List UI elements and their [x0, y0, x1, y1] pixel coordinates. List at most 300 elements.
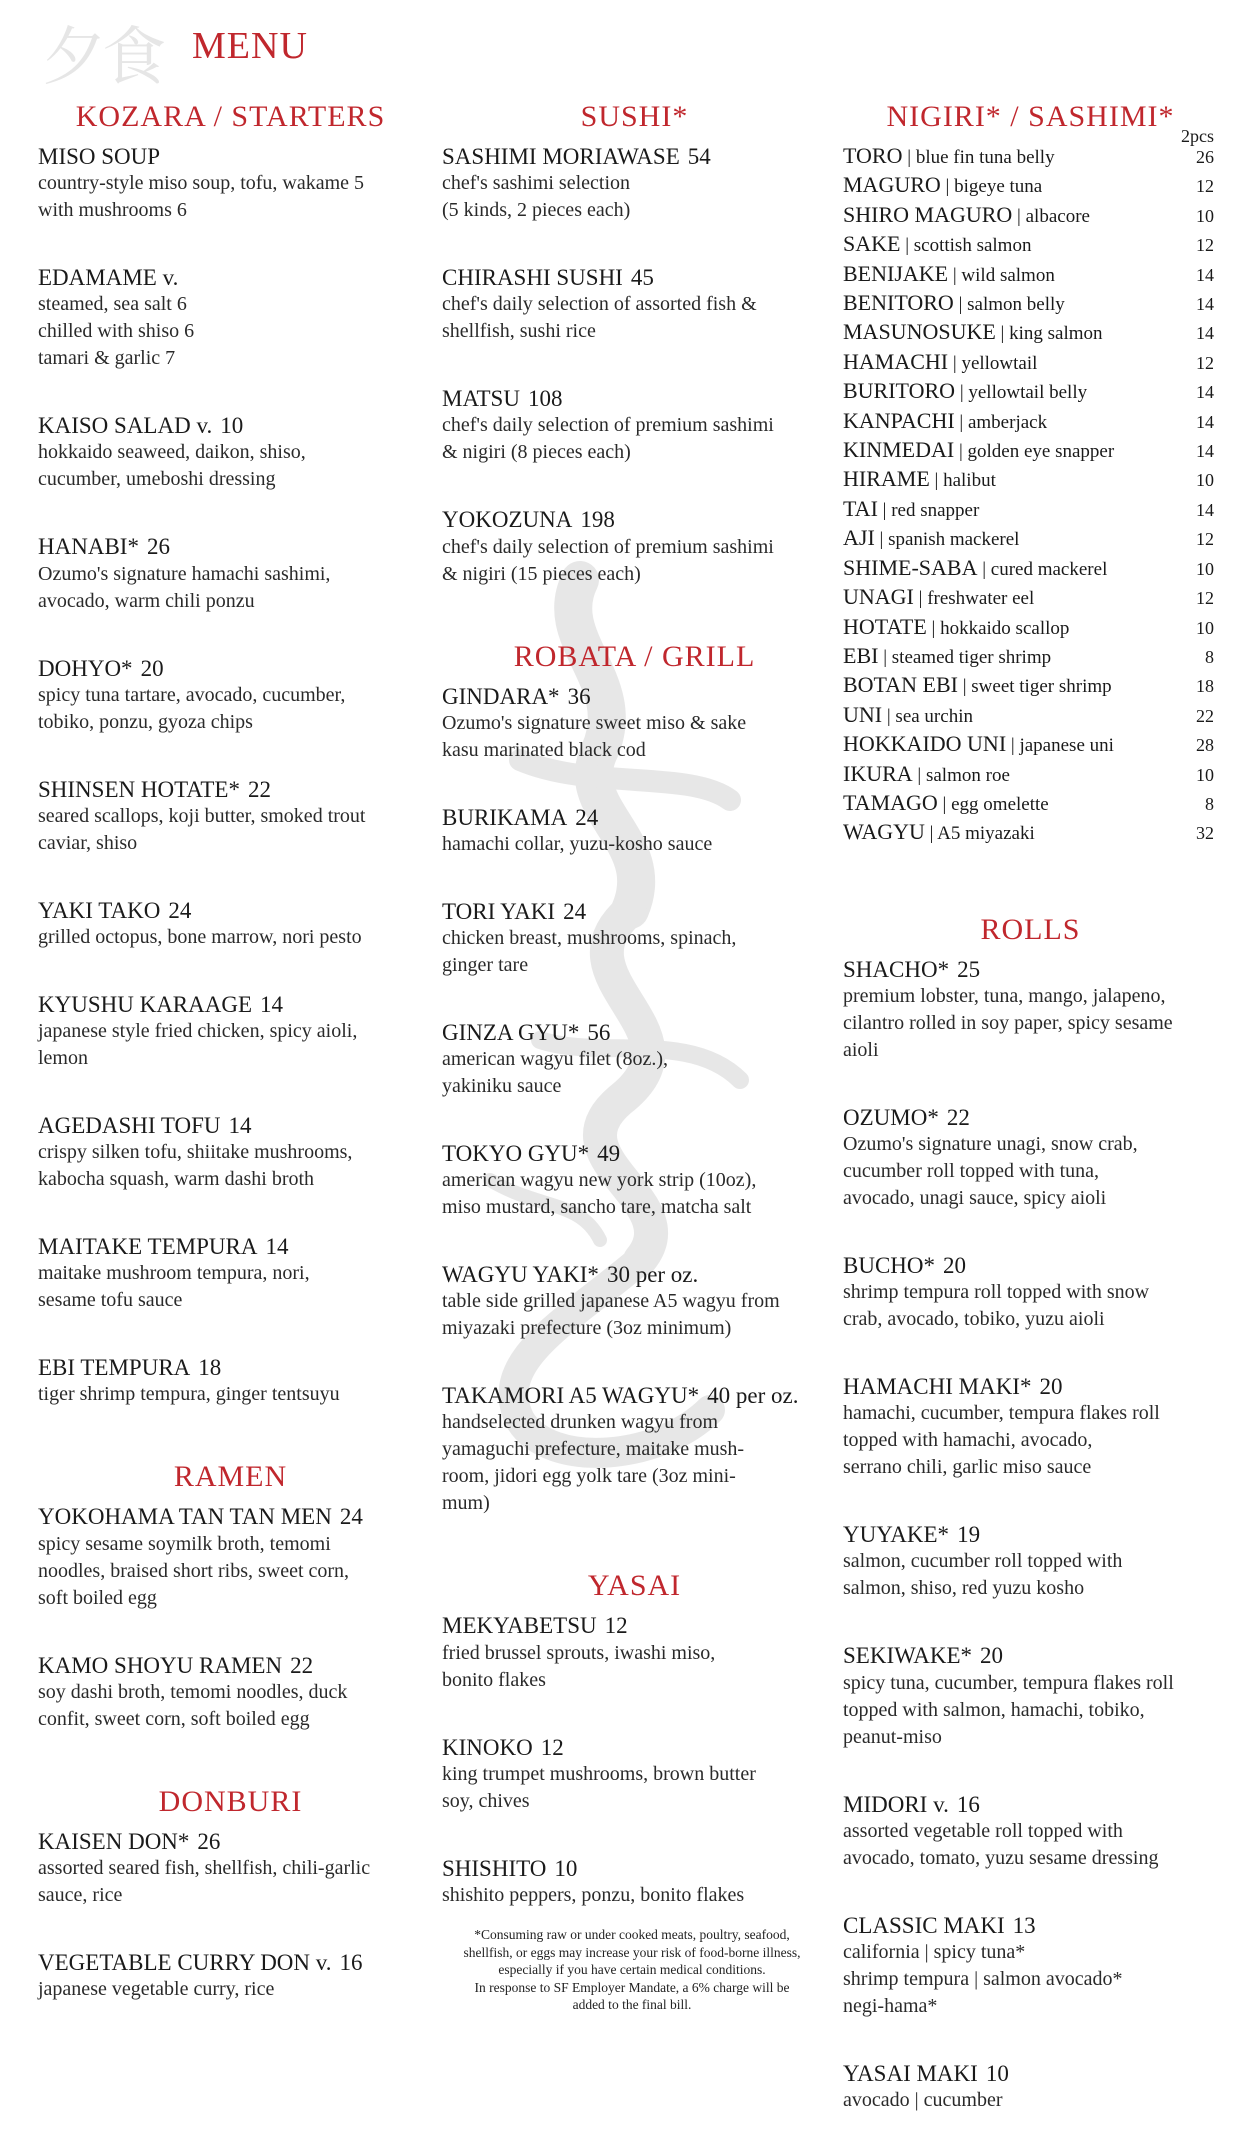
menu-item-description: chef's daily selection of premium sashimi [442, 535, 774, 558]
menu-item-price: 20 [980, 1643, 1004, 1669]
nigiri-row [843, 702, 1218, 731]
nigiri-row [843, 614, 1218, 643]
nigiri-description: sea urchin [895, 705, 973, 727]
menu-item-description: steamed, sea salt 6 [38, 293, 187, 316]
nigiri-row [843, 143, 1218, 172]
menu-item [843, 2060, 1218, 2114]
nigiri-row [843, 761, 1218, 790]
menu-item [38, 264, 423, 372]
menu-item [38, 991, 423, 1072]
menu-item-name-line [38, 1233, 423, 1260]
nigiri-description: wild salmon [961, 264, 1055, 286]
menu-item-description: miyazaki prefecture (3oz minimum) [442, 1317, 732, 1340]
menu-item [38, 1503, 423, 1611]
menu-item-description: cilantro rolled in soy paper, spicy sesame [843, 1011, 1173, 1034]
section-title: SUSHI* [580, 100, 689, 133]
menu-item-description: japanese vegetable curry, rice [38, 1977, 275, 2000]
menu-item-description: sesame tofu sauce [38, 1289, 183, 1312]
menu-item-description: american wagyu filet (8oz.), [442, 1048, 669, 1070]
menu-item-name: KYUSHU KARAAGE [38, 991, 253, 1017]
menu-item-description: cucumber, umeboshi dressing [38, 468, 276, 491]
section-title: YASAI [587, 1569, 682, 1603]
menu-item-description: salmon, shiso, red yuzu kosho [843, 1577, 1085, 1600]
menu-item-description: spicy tuna, cucumber, tempura flakes roll [843, 1671, 1174, 1694]
nigiri-name: HOKKAIDO UNI [843, 731, 1007, 757]
menu-item-description: serrano chili, garlic miso sauce [843, 1456, 1092, 1479]
menu-item-description: bonito flakes [442, 1668, 546, 1691]
menu-item-name-line [442, 1261, 827, 1288]
nigiri-separator: | [877, 499, 892, 521]
menu-item-description: shishito peppers, ponzu, bonito flakes [442, 1883, 745, 1906]
menu-item-description: tobiko, ponzu, gyoza chips [38, 710, 253, 733]
nigiri-item-label [843, 731, 1114, 760]
menu-item-description: noodles, braised short ribs, sweet corn, [38, 1559, 350, 1582]
nigiri-row [843, 202, 1218, 231]
menu-item [38, 1233, 423, 1314]
menu-item-name-line [38, 143, 423, 170]
menu-item-name: YUYAKE* [843, 1522, 950, 1548]
menu-item-name: TORI YAKI [442, 898, 556, 924]
menu-item-description: hamachi, cucumber, tempura flakes roll [843, 1402, 1160, 1425]
menu-item-name: YOKOZUNA [442, 507, 573, 533]
menu-item-name-line [843, 1373, 1218, 1400]
nigiri-item-label [843, 790, 1049, 819]
menu-item-price: 24 [563, 898, 587, 924]
footnote-line: especially if you have certain medical conditions. [498, 1962, 766, 1978]
nigiri-description: bigeye tuna [954, 176, 1043, 198]
menu-item-name: MAITAKE TEMPURA [38, 1234, 258, 1260]
menu-item [442, 1261, 827, 1342]
nigiri-price: 14 [1196, 499, 1214, 520]
menu-item-price: 22 [946, 1104, 970, 1130]
menu-item-description: ginger tare [442, 953, 529, 976]
nigiri-name: SHIRO MAGURO [843, 201, 1013, 227]
menu-item-name-line [843, 956, 1218, 983]
nigiri-name: BOTAN EBI [843, 672, 958, 698]
nigiri-price: 12 [1196, 352, 1214, 373]
menu-item-description: chef's daily selection of assorted fish & [442, 293, 757, 316]
nigiri-item-label [843, 761, 1010, 790]
rolls-section-title: ROLLS [980, 912, 1081, 946]
section-title: RAMEN [173, 1460, 288, 1494]
menu-item-name-line [843, 1642, 1218, 1669]
nigiri-description: freshwater eel [927, 588, 1035, 610]
nigiri-row [843, 643, 1218, 672]
menu-item-description: topped with salmon, hamachi, tobiko, [843, 1698, 1145, 1721]
footnote-line: shellfish, or eggs may increase your risk of food-borne illness, [463, 1944, 801, 1960]
nigiri-row [843, 437, 1218, 466]
menu-item-price: 12 [604, 1613, 628, 1639]
menu-item-price: 40 per oz. [707, 1383, 799, 1409]
nigiri-item-label [843, 525, 1019, 554]
menu-item-price: 14 [265, 1234, 289, 1260]
menu-item-description: Ozumo's signature hamachi sashimi, [38, 562, 331, 585]
nigiri-separator: | [953, 294, 968, 316]
menu-item-name: KAISO SALAD v. [38, 413, 213, 439]
menu-section [442, 100, 827, 588]
middle-column [442, 100, 827, 1949]
menu-item-description: yamaguchi prefecture, maitake mush- [442, 1438, 745, 1461]
nigiri-separator: | [900, 235, 914, 257]
nigiri-description: scottish salmon [913, 235, 1032, 257]
nigiri-description: halibut [943, 470, 996, 492]
nigiri-name: TAI [843, 495, 878, 521]
nigiri-price: 10 [1196, 617, 1214, 638]
nigiri-item-label [843, 378, 1087, 407]
nigiri-separator: | [1006, 735, 1020, 757]
menu-item-description: spicy sesame soymilk broth, temomi [38, 1532, 331, 1555]
menu-item-name-line [843, 1912, 1218, 1939]
nigiri-row [843, 231, 1218, 260]
nigiri-name: HIRAME [843, 466, 930, 492]
nigiri-name: MAGURO [843, 172, 941, 198]
nigiri-row [843, 408, 1218, 437]
menu-item-name: MEKYABETSU [442, 1613, 597, 1639]
menu-item [38, 897, 423, 951]
menu-item-description: japanese style fried chicken, spicy aioli, [38, 1020, 358, 1042]
nigiri-item-label [843, 231, 1031, 260]
menu-item-price: 24 [339, 1504, 363, 1530]
menu-item-price: 30 per oz. [606, 1262, 699, 1288]
nigiri-name: KANPACHI [843, 407, 955, 433]
menu-item-name-line [38, 1828, 423, 1855]
pieces-label: 2pcs [1181, 126, 1214, 146]
menu-item [442, 898, 827, 979]
nigiri-name: WAGYU [843, 819, 925, 845]
nigiri-price: 22 [1196, 705, 1214, 726]
menu-section [442, 1569, 827, 1908]
menu-item-description: chef's daily selection of premium sashimi [442, 414, 774, 437]
menu-item-description: tamari & garlic 7 [38, 347, 176, 370]
menu-item-description: topped with hamachi, avocado, [843, 1429, 1093, 1452]
menu-item-description: salmon, cucumber roll topped with [843, 1550, 1123, 1573]
nigiri-name: KINMEDAI [843, 437, 955, 463]
menu-item-name-line [843, 1104, 1218, 1131]
nigiri-row [843, 290, 1218, 319]
nigiri-price: 14 [1196, 411, 1214, 432]
nigiri-item-label [843, 466, 996, 495]
nigiri-price: 12 [1196, 529, 1214, 550]
menu-item-name-line [38, 1112, 423, 1139]
menu-item-name: HANABI* [38, 534, 139, 560]
menu-item-description: shrimp tempura | salmon avocado* [843, 1967, 1123, 1990]
menu-item-name-line [38, 1949, 423, 1976]
menu-item-description: assorted vegetable roll topped with [843, 1819, 1123, 1842]
menu-item-name: KAMO SHOYU RAMEN [38, 1652, 283, 1678]
menu-item-description: caviar, shiso [38, 831, 138, 854]
menu-item-description: grilled octopus, bone marrow, nori pesto [38, 925, 362, 948]
menu-item-name: SASHIMI MORIAWASE [442, 144, 680, 169]
menu-item-description: & nigiri (8 pieces each) [442, 441, 631, 464]
menu-item-description: negi-hama* [843, 1994, 938, 2017]
menu-item-price: 10 [985, 2060, 1009, 2086]
menu-item-description: confit, sweet corn, soft boiled egg [38, 1707, 310, 1730]
left-column [38, 100, 423, 2043]
menu-item [843, 1521, 1218, 1602]
menu-item [442, 264, 827, 345]
section-title: KOZARA / STARTERS [75, 100, 386, 133]
menu-item-description: table side grilled japanese A5 wagyu from [442, 1290, 780, 1313]
menu-item-description: avocado, tomato, yuzu sesame dressing [843, 1846, 1159, 1869]
nigiri-item-label [843, 202, 1090, 231]
nigiri-separator: | [937, 793, 952, 815]
nigiri-item-label [843, 672, 1112, 701]
nigiri-section [843, 100, 1218, 849]
nigiri-item-label [843, 290, 1065, 319]
menu-item-description: & nigiri (15 pieces each) [442, 562, 641, 585]
menu-item-description: chef's sashimi selection [442, 172, 630, 195]
menu-item-description: avocado | cucumber [843, 2088, 1003, 2111]
menu-item-name: BUCHO* [843, 1253, 936, 1278]
nigiri-row [843, 466, 1218, 495]
menu-item-price: 16 [956, 1791, 980, 1817]
nigiri-description: hokkaido scallop [940, 617, 1070, 639]
nigiri-price: 8 [1205, 793, 1214, 814]
nigiri-item-label [843, 584, 1034, 613]
nigiri-description: blue fin tuna belly [915, 147, 1055, 168]
nigiri-price: 8 [1205, 646, 1214, 667]
nigiri-separator: | [954, 441, 968, 463]
nigiri-item-label [843, 614, 1069, 643]
menu-item-description: soy dashi broth, temomi noodles, duck [38, 1680, 348, 1703]
nigiri-row [843, 172, 1218, 201]
menu-item-description: tiger shrimp tempura, ginger tentsuyu [38, 1383, 340, 1406]
nigiri-description: red snapper [891, 499, 980, 521]
nigiri-separator: | [912, 764, 926, 786]
nigiri-item-label [843, 143, 1055, 172]
nigiri-separator: | [957, 676, 972, 698]
menu-item-name: BURIKAMA [442, 804, 568, 830]
nigiri-row [843, 731, 1218, 760]
nigiri-separator: | [924, 823, 938, 845]
menu-item [38, 412, 423, 493]
menu-item-name-line [442, 1612, 827, 1639]
nigiri-description: king salmon [1009, 323, 1103, 345]
menu-item-name: VEGETABLE CURRY DON v. [38, 1949, 332, 1975]
menu-item-name: EDAMAME v. [38, 265, 179, 291]
menu-item-name-line [442, 143, 827, 170]
menu-item-name: KINOKO [442, 1734, 533, 1760]
nigiri-description: amberjack [967, 411, 1048, 433]
menu-item-description: fried brussel sprouts, iwashi miso, [442, 1641, 716, 1664]
menu-item-name-line [38, 776, 423, 803]
nigiri-item-label [843, 437, 1114, 466]
nigiri-item-label [843, 819, 1035, 848]
menu-item-name-line [38, 533, 423, 560]
menu-item-name-line [38, 264, 423, 291]
menu-item-description: kasu marinated black cod [442, 738, 646, 761]
menu-item-description: chilled with shiso 6 [38, 320, 195, 343]
menu-section [38, 100, 423, 1408]
menu-item-name: MIDORI v. [843, 1791, 949, 1817]
nigiri-name: AJI [843, 525, 875, 551]
menu-item-description: seared scallops, koji butter, smoked trout [38, 804, 366, 827]
nigiri-separator: | [940, 176, 955, 198]
menu-item-price: 20 [140, 655, 164, 681]
menu-item-name: GINZA GYU* [442, 1019, 580, 1045]
menu-item-name: KAISEN DON* [38, 1828, 190, 1854]
menu-item-description: maitake mushroom tempura, nori, [38, 1262, 310, 1285]
menu-item-name-line [38, 1503, 423, 1530]
nigiri-name: UNAGI [843, 584, 914, 610]
menu-item-name: MISO SOUP [38, 144, 161, 169]
menu-item-name: SHISHITO [442, 1855, 547, 1881]
menu-item [442, 1140, 827, 1221]
rolls-section [843, 913, 1218, 2114]
menu-item [38, 143, 423, 224]
nigiri-row [843, 790, 1218, 819]
nigiri-name: EBI [843, 642, 879, 668]
nigiri-row [843, 584, 1218, 613]
menu-item-description: king trumpet mushrooms, brown butter [442, 1762, 756, 1785]
menu-item-description: miso mustard, sancho tare, matcha salt [442, 1196, 752, 1219]
menu-item-price: 108 [527, 386, 563, 412]
menu-item-name: TAKAMORI A5 WAGYU* [442, 1383, 700, 1409]
nigiri-item-label [843, 172, 1042, 201]
menu-item [38, 533, 423, 614]
nigiri-item-label [843, 643, 1051, 672]
nigiri-row [843, 525, 1218, 554]
nigiri-separator: | [913, 588, 928, 610]
nigiri-price: 28 [1196, 735, 1214, 756]
menu-item [843, 1252, 1218, 1333]
menu-item-name-line [442, 898, 827, 925]
nigiri-description: salmon belly [967, 294, 1065, 316]
nigiri-item-label [843, 261, 1055, 290]
menu-item-description: (5 kinds, 2 pieces each) [442, 199, 631, 222]
menu-item-description: Ozumo's signature unagi, snow crab, [843, 1133, 1138, 1155]
nigiri-price: 32 [1196, 823, 1214, 844]
menu-item [442, 804, 827, 858]
nigiri-separator: | [1012, 205, 1026, 227]
menu-item-name-line [442, 1140, 827, 1167]
menu-item-name-line [442, 385, 827, 412]
nigiri-separator: | [955, 382, 969, 404]
nigiri-row [843, 496, 1218, 525]
menu-item-description: american wagyu new york strip (10oz), [442, 1169, 757, 1192]
menu-item-description: kabocha squash, warm dashi broth [38, 1168, 315, 1191]
menu-item-price: 10 [554, 1855, 578, 1881]
nigiri-list [843, 143, 1218, 849]
footnote-line: added to the final bill. [572, 1997, 692, 2013]
menu-item-price: 13 [1012, 1912, 1036, 1938]
menu-item-name: DOHYO* [38, 655, 133, 681]
menu-item-description: spicy tuna tartare, avocado, cucumber, [38, 683, 346, 706]
nigiri-price: 14 [1196, 294, 1214, 315]
menu-item-price: 25 [957, 956, 981, 982]
nigiri-description: steamed tiger shrimp [891, 646, 1052, 668]
menu-item-description: aioli [843, 1038, 879, 1061]
menu-item-price: 36 [567, 683, 591, 709]
nigiri-row [843, 319, 1218, 348]
menu-item-name-line [442, 1855, 827, 1882]
menu-item-description: yakiniku sauce [442, 1075, 562, 1097]
nigiri-row [843, 261, 1218, 290]
section-title: DONBURI [158, 1784, 303, 1818]
menu-item [442, 506, 827, 587]
nigiri-name: UNI [843, 701, 883, 727]
nigiri-price: 26 [1196, 147, 1214, 167]
menu-item-name-line [442, 1019, 827, 1046]
footnote-line: *Consuming raw or under cooked meats, poultry, seafood, [474, 1927, 790, 1942]
menu-item [38, 1652, 423, 1733]
kanji-watermark: 夕食 [42, 21, 162, 95]
menu-item-description: soft boiled egg [38, 1586, 157, 1609]
nigiri-name: BURITORO [843, 378, 956, 404]
nigiri-name: TORO [843, 143, 903, 168]
menu-item [442, 385, 827, 466]
menu-item-description: avocado, unagi sauce, spicy aioli [843, 1187, 1107, 1209]
menu-item-name: WAGYU YAKI* [442, 1262, 599, 1288]
menu-item [442, 143, 827, 224]
menu-item [38, 655, 423, 736]
menu-item-description: with mushrooms 6 [38, 199, 187, 222]
menu-item [442, 1612, 827, 1693]
nigiri-description: japanese uni [1019, 735, 1114, 757]
menu-item [38, 1354, 423, 1408]
menu-item-name: HAMACHI MAKI* [843, 1374, 1032, 1400]
nigiri-item-label [843, 555, 1107, 584]
menu-item-description: hamachi collar, yuzu-kosho sauce [442, 832, 713, 855]
menu-item-name-line [843, 1791, 1218, 1818]
menu-item [38, 1828, 423, 1909]
menu-item-name: MATSU [442, 386, 520, 412]
menu-item-name: YOKOHAMA TAN TAN MEN [38, 1504, 332, 1530]
menu-item-name-line [442, 1382, 827, 1409]
menu-item-description: california | spicy tuna* [843, 1940, 1026, 1963]
menu-item-description: crispy silken tofu, shiitake mushrooms, [38, 1141, 353, 1164]
menu-item-name: SHINSEN HOTATE* [38, 776, 240, 802]
nigiri-item-label [843, 496, 979, 525]
menu-item [442, 1734, 827, 1815]
menu-item-name: OZUMO* [843, 1104, 939, 1130]
menu-item [442, 1855, 827, 1909]
menu-item-name-line [38, 1354, 423, 1381]
nigiri-row [843, 819, 1218, 848]
menu-item-name-line [843, 1521, 1218, 1548]
nigiri-separator: | [954, 411, 968, 433]
nigiri-description: salmon roe [925, 764, 1010, 786]
nigiri-row [843, 555, 1218, 584]
menu-item-name: SEKIWAKE* [843, 1643, 973, 1669]
footnote [422, 1926, 842, 2014]
nigiri-description: yellowtail [961, 352, 1038, 374]
nigiri-separator: | [948, 352, 962, 374]
menu-item-name-line [442, 804, 827, 831]
menu-item [843, 1642, 1218, 1750]
nigiri-section-title: NIGIRI* / SASHIMI* [886, 100, 1175, 133]
menu-item-price: 49 [597, 1141, 621, 1166]
menu-item-price: 22 [247, 776, 271, 802]
menu-item-price: 26 [197, 1828, 221, 1854]
menu-item-price: 24 [168, 897, 192, 923]
nigiri-name: HOTATE [843, 613, 927, 639]
menu-item-name: EBI TEMPURA [38, 1355, 191, 1381]
nigiri-price: 10 [1196, 764, 1214, 785]
nigiri-description: albacore [1025, 205, 1090, 227]
menu-item-description: handselected drunken wagyu from [442, 1411, 719, 1434]
menu-item-name: AGEDASHI TOFU [38, 1113, 221, 1138]
menu-item [38, 776, 423, 857]
menu-item-description: sauce, rice [38, 1883, 123, 1906]
menu-item-name: GINDARA* [442, 683, 560, 709]
menu-item [442, 683, 827, 764]
nigiri-separator: | [878, 646, 892, 668]
menu-item-name-line [38, 412, 423, 439]
menu-item-description: country-style miso soup, tofu, wakame 5 [38, 172, 365, 195]
menu-item-description: hokkaido seaweed, daikon, shiso, [38, 441, 306, 464]
menu-item-price: 22 [290, 1652, 314, 1678]
